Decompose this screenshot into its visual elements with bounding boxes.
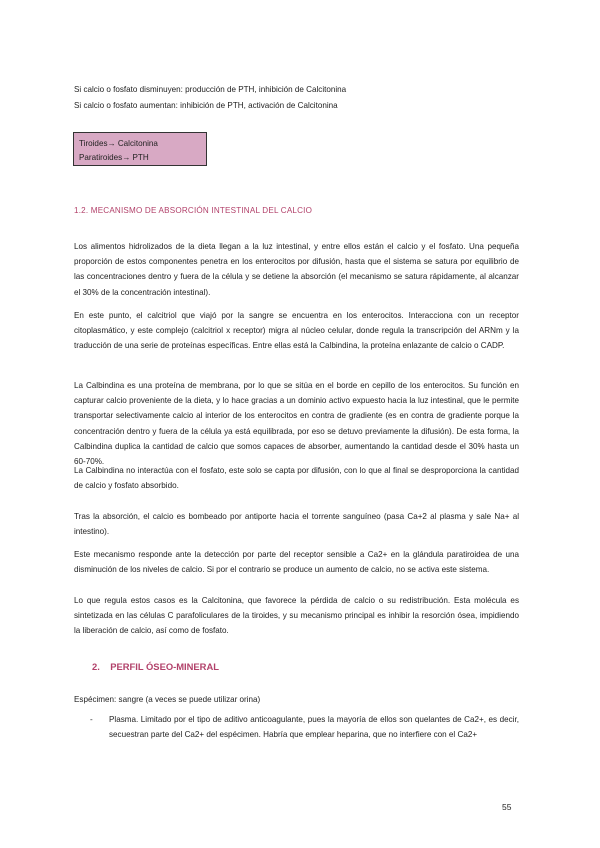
paragraph-5: Tras la absorción, el calcio es bombeado por antiporte hacia el torrente sanguíneo (pasa Ca+2 al plasma y sale Na+ al intestino). [74, 512, 519, 537]
intro-line-increase: Si calcio o fosfato aumentan: inhibición de PTH, activación de Calcitonina [74, 101, 338, 110]
section-number: 2. [92, 661, 100, 672]
box-line-parathyroid: Paratiroides→ PTH [79, 152, 149, 162]
subsection-heading: 1.2. MECANISMO DE ABSORCIÓN INTESTINAL DEL CALCIO [74, 206, 313, 215]
specimen-line: Espécimen: sangre (a veces se puede utilizar orina) [74, 695, 261, 704]
bullet-marker: - [90, 715, 93, 724]
box-line-thyroid: Tiroides→ Calcitonina [79, 139, 158, 148]
page-number: 55 [502, 802, 512, 812]
hormone-summary-box [73, 132, 207, 166]
paragraph-2: En este punto, el calcitriol que viajó por la sangre se encuentra en los enterocitos. Interacciona con un receptor citoplasmático, y este complejo (calcitriol x receptor) migra al núcleo celular, donde regula la transcripción del ARNm y la traducción de una serie de proteínas específicas. Entre ellas está la Calbindina, la proteína enlazante de calcio o CADP. [74, 311, 519, 351]
paragraph-6: Este mecanismo responde ante la detección por parte del receptor sensible a Ca2+ en la glándula paratiroidea de una disminución de los niveles de calcio. Si por el contrario se produce un aumento de calcio, no se activa este sistema. [74, 550, 519, 575]
section-title: PERFIL ÓSEO-MINERAL [110, 661, 219, 672]
paragraph-4: La Calbindina no interactúa con el fosfato, este solo se capta por difusión, con lo que al final se desproporciona la cantidad de calcio y fosfato absorbido. [74, 466, 519, 491]
bullet-plasma-text: Plasma. Limitado por el tipo de aditivo anticoagulante, pues la mayoría de ellos son quelantes de Ca2+, es decir, secuestran parte del Ca2+ del espécimen. Habría que emplear heparina, que no interfiere con el Ca2+ [109, 715, 519, 740]
paragraph-1: Los alimentos hidrolizados de la dieta llegan a la luz intestinal, y entre ellos están el calcio y el fosfato. Una pequeña proporción de estos componentes penetra en los enterocitos por difusión, hasta que el sistema se satura por equilibrio de las concentraciones dentro y fuera de la célula y se detiene la absorción (el mecanismo se satura rápidamente, al alcanzar el 30% de la concentración intestinal). [74, 242, 519, 297]
intro-line-decrease: Si calcio o fosfato disminuyen: producción de PTH, inhibición de Calcitonina [74, 85, 347, 94]
section-heading [92, 661, 219, 672]
paragraph-7: Lo que regula estos casos es la Calcitonina, que favorece la pérdida de calcio o su redistribución. Esta molécula es sintetizada en las células C parafoliculares de la tiroides, y su mecanismo principal es inhibir la resorción ósea, impidiendo la liberación de calcio, así como de fosfato. [74, 596, 519, 636]
paragraph-3: La Calbindina es una proteína de membrana, por lo que se sitúa en el borde en cepillo de los enterocitos. Su función en capturar calcio proveniente de la dieta, y lo hace gracias a un dominio activo expuesto hacia la luz intestinal, que le permite transportar selectivamente calcio al interior de los enterocitos en contra de gradiente (es en contra de gradiente porque la concentración dentro y fuera de la célula ya está equilibrada, por eso se detuvo previamente la difusión). De esta forma, la Calbindina duplica la cantidad de calcio que somos capaces de absorber, aumentando la cantidad desde el 30% hasta un 60-70%. [74, 381, 519, 467]
